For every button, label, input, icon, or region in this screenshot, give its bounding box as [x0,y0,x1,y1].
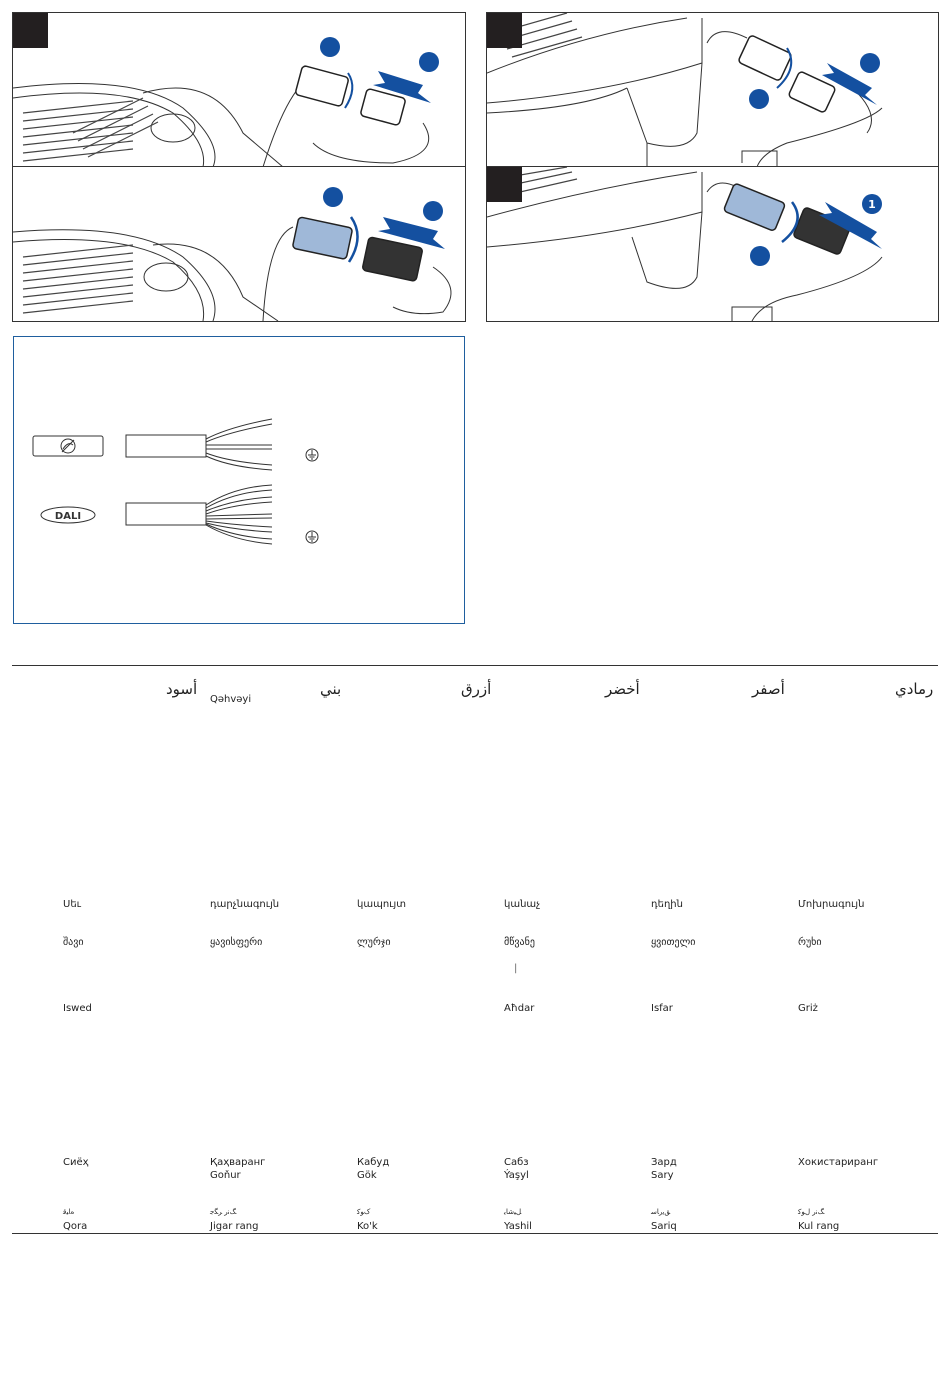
tajik-green: Сабз [504,1157,529,1168]
wiring-diagram-box [13,336,465,624]
table-bottom-rule [12,1233,938,1234]
illustration-connector-screw [13,167,465,321]
maltese-black: Iswed [63,1003,92,1014]
georgian-brown: ყავისფერი [210,937,263,948]
georgian-blue: ლურჯი [357,937,391,948]
step-badge-text: 1 [868,198,876,211]
dali-label: DALI [54,511,82,522]
step-badge [320,37,340,57]
tajik-brown: Қаҳваранг [210,1157,266,1168]
tajik-grey: Хокистариранг [798,1157,879,1168]
step-number-box [13,13,48,48]
turkmen-brown: Goňur [210,1170,241,1181]
cable-3-core [126,419,272,470]
wiring-diagram [14,337,464,623]
turkmen-green: Ýaşyl [504,1170,529,1181]
step-panel-1 [12,12,466,168]
maltese-green: Aħdar [504,1003,535,1014]
arabic-green: أخضر [605,680,640,698]
tajik-black: Сиёҳ [63,1157,89,1168]
step-panel-4 [486,166,939,322]
uzbek-script-grey: ﮓﻧﺭ ﻝﻮﮐ [798,1208,824,1216]
step-badge [323,187,343,207]
illustration-connector-unscrew-alt [487,13,938,167]
armenian-black: Սեւ [63,899,82,910]
step-badge [749,89,769,109]
illustration-connector-screw-alt [487,167,938,321]
ground-icon [306,449,318,461]
step-badge [419,52,439,72]
armenian-yellow: դեղին [651,899,683,910]
cable-5-core [126,485,272,544]
step-badge [860,53,880,73]
arabic-brown: بني [320,680,342,698]
uzbek-script-yellow: ﻖﯾﺭﺎﺳ [651,1208,671,1216]
turkmen-yellow: Sary [651,1170,674,1181]
uzbek-script-blue: ﮎﻮﮐ [357,1208,371,1216]
armenian-green: կանաչ [504,899,541,910]
arabic-blue: أزرق [461,680,492,698]
tajik-blue: Кабуд [357,1157,390,1168]
uzbek-black: Qora [63,1221,88,1232]
arabic-black: أسود [166,680,198,698]
tajik-yellow: Зард [651,1157,677,1168]
uzbek-script-green: ﻞﯿﺷﺎﯾ [504,1208,522,1216]
uzbek-script-brown: ﮓﻧﺭ ﺮﮕﺟ [210,1208,236,1216]
step-number-box [487,13,522,48]
azerbaijani-brown: Qəhvəyi [210,694,252,705]
uzbek-brown: Jigar rang [210,1221,259,1232]
maltese-yellow: Isfar [651,1003,673,1014]
uzbek-script-black: ﻩﺎﯿﻗ [63,1208,75,1216]
georgian-black: შავი [63,937,84,948]
georgian-yellow: ყვითელი [651,937,696,948]
illustration-connector-unscrew [13,13,465,167]
armenian-blue: կապույտ [357,899,406,910]
uzbek-blue: Ko'k [357,1221,378,1232]
dali-logo [41,507,95,523]
step-badge [750,246,770,266]
step-badge [423,201,443,221]
georgian-mark: | [514,963,518,974]
georgian-green: მწვანე [504,937,535,948]
armenian-grey: Մոխրագույն [798,899,865,910]
phase-dimming-icon [33,436,103,456]
maltese-grey: Griż [798,1003,818,1014]
turkmen-blue: Gök [357,1170,377,1181]
step-panel-2 [486,12,939,168]
uzbek-yellow: Sariq [651,1221,677,1232]
step-panel-3 [12,166,466,322]
ground-icon [306,531,318,543]
georgian-grey: რუხი [798,937,822,948]
table-top-rule [12,665,938,666]
uzbek-grey: Kul rang [798,1221,840,1232]
arabic-yellow: أصفر [752,680,785,698]
step-number-box [487,167,522,202]
uzbek-green: Yashil [504,1221,532,1232]
arabic-grey: رمادي [895,680,934,698]
armenian-brown: դարչնագույն [210,899,280,910]
